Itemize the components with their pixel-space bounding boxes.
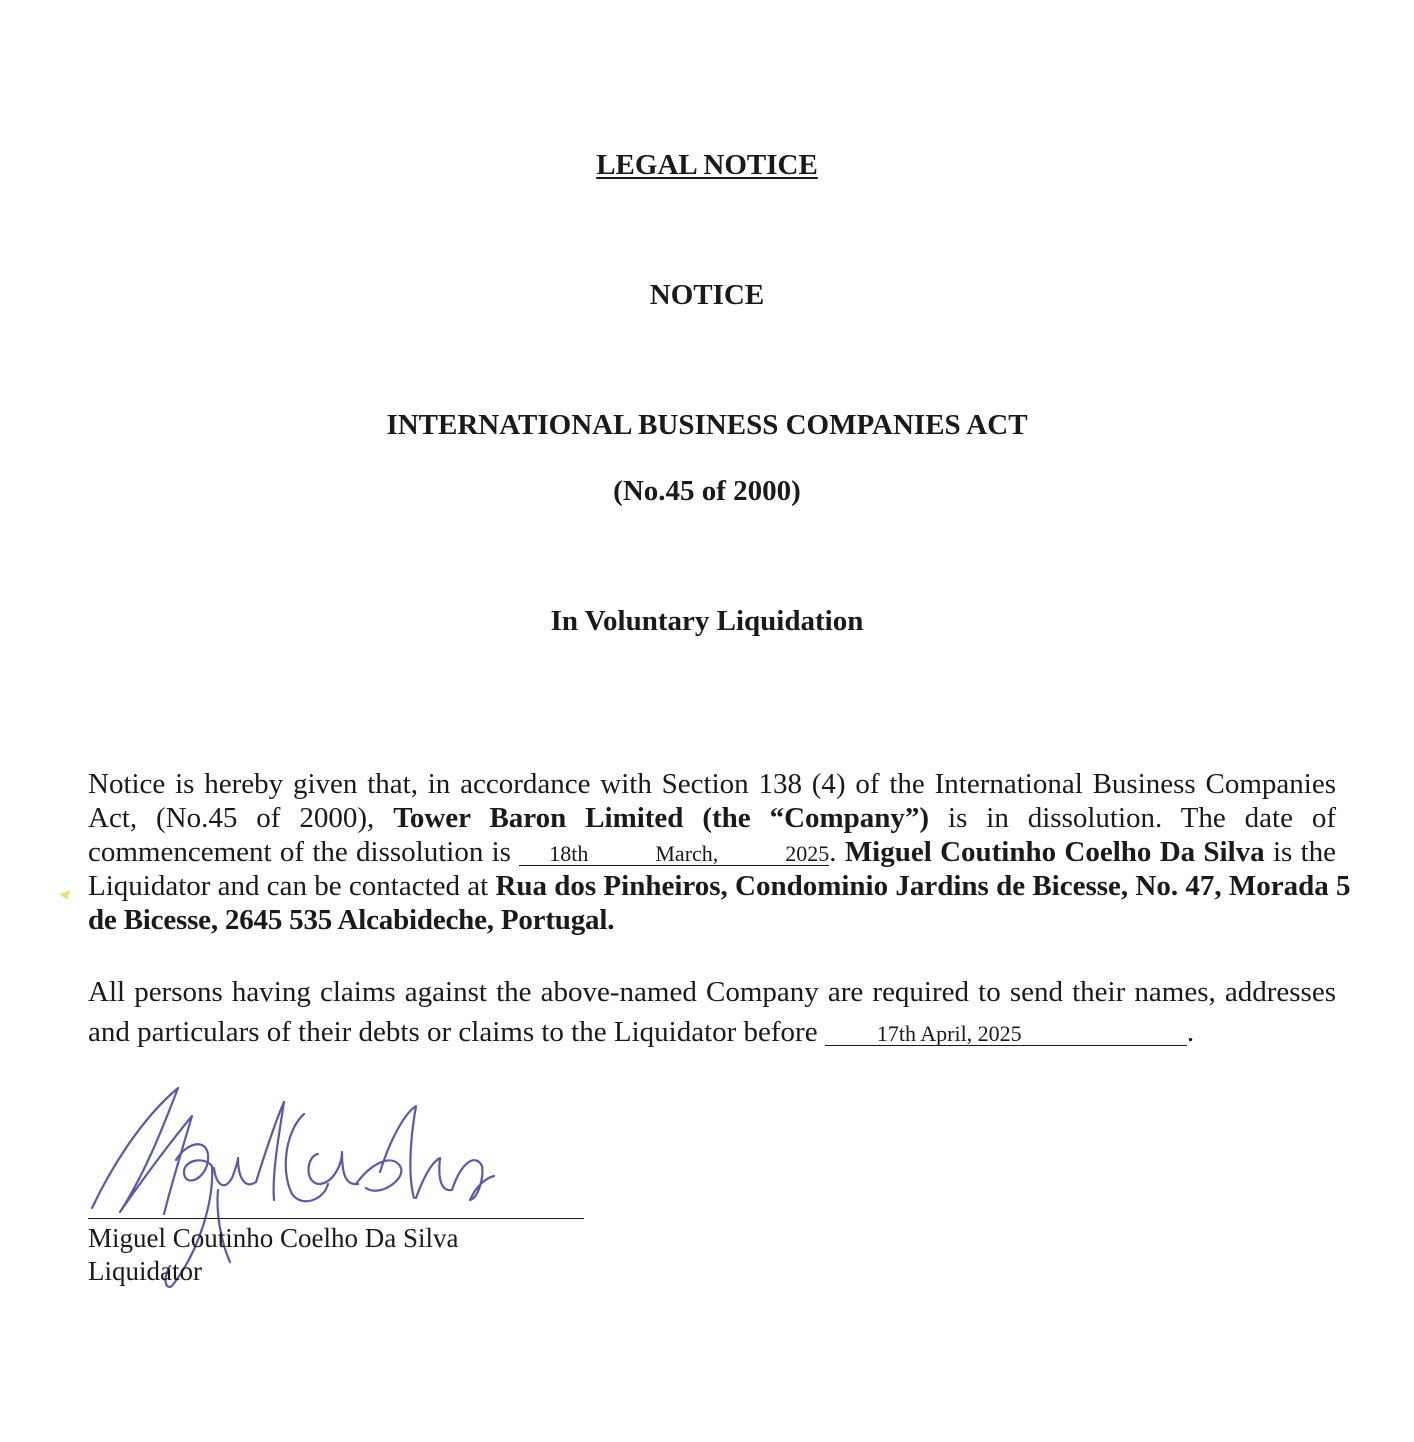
notice-heading: NOTICE — [649, 279, 765, 311]
liquidator-name: Miguel Coutinho Coelho Da Silva — [844, 836, 1265, 868]
act-title: INTERNATIONAL BUSINESS COMPANIES ACT — [386, 409, 1028, 441]
paragraph-line: and particulars of their debts or claims to the Liquidator before 17th April, 2025 . — [88, 1016, 1195, 1048]
commencement-date-field: 18th March, 2025 — [519, 843, 829, 866]
paragraph-line: Act, (No.45 of 2000), Tower Baron Limited (the “Company”) is in dissolution. The date of — [88, 802, 1337, 834]
liquidation-status: In Voluntary Liquidation — [550, 605, 864, 637]
liquidator-address-continued: de Bicesse, 2645 535 Alcabideche, Portugal. — [88, 904, 615, 936]
paragraph-line: All persons having claims against the above-named Company are required to send their names, addresses — [88, 976, 1336, 1008]
highlight-mark — [59, 890, 73, 902]
paragraph-line: Notice is hereby given that, in accordance with Section 138 (4) of the International Business Companies — [88, 768, 1336, 800]
signer-role: Liquidator — [88, 1256, 202, 1286]
dissolution-paragraph — [88, 767, 1351, 937]
liquidator-address: Rua dos Pinheiros, Condominio Jardins de Bicesse, No. 47, Morada 5 — [495, 870, 1351, 902]
act-number: (No.45 of 2000) — [613, 475, 801, 507]
paragraph-line: Liquidator and can be contacted at Rua dos Pinheiros, Condominio Jardins de Bicesse, No. 47, Morada 5 — [88, 870, 1351, 902]
paragraph-line: commencement of the dissolution is 18th March, 2025. Miguel Coutinho Coelho Da Silva is the — [88, 836, 1337, 868]
legal-notice-title: LEGAL NOTICE — [596, 149, 818, 181]
paragraph-line — [88, 903, 1336, 937]
company-name: Tower Baron Limited (the “Company”) — [393, 802, 930, 834]
signature-line — [88, 1218, 584, 1219]
signer-name: Miguel Coutinho Coelho Da Silva — [88, 1223, 459, 1253]
claims-date-field: 17th April, 2025 — [825, 1023, 1187, 1046]
claims-paragraph — [88, 972, 1336, 1052]
